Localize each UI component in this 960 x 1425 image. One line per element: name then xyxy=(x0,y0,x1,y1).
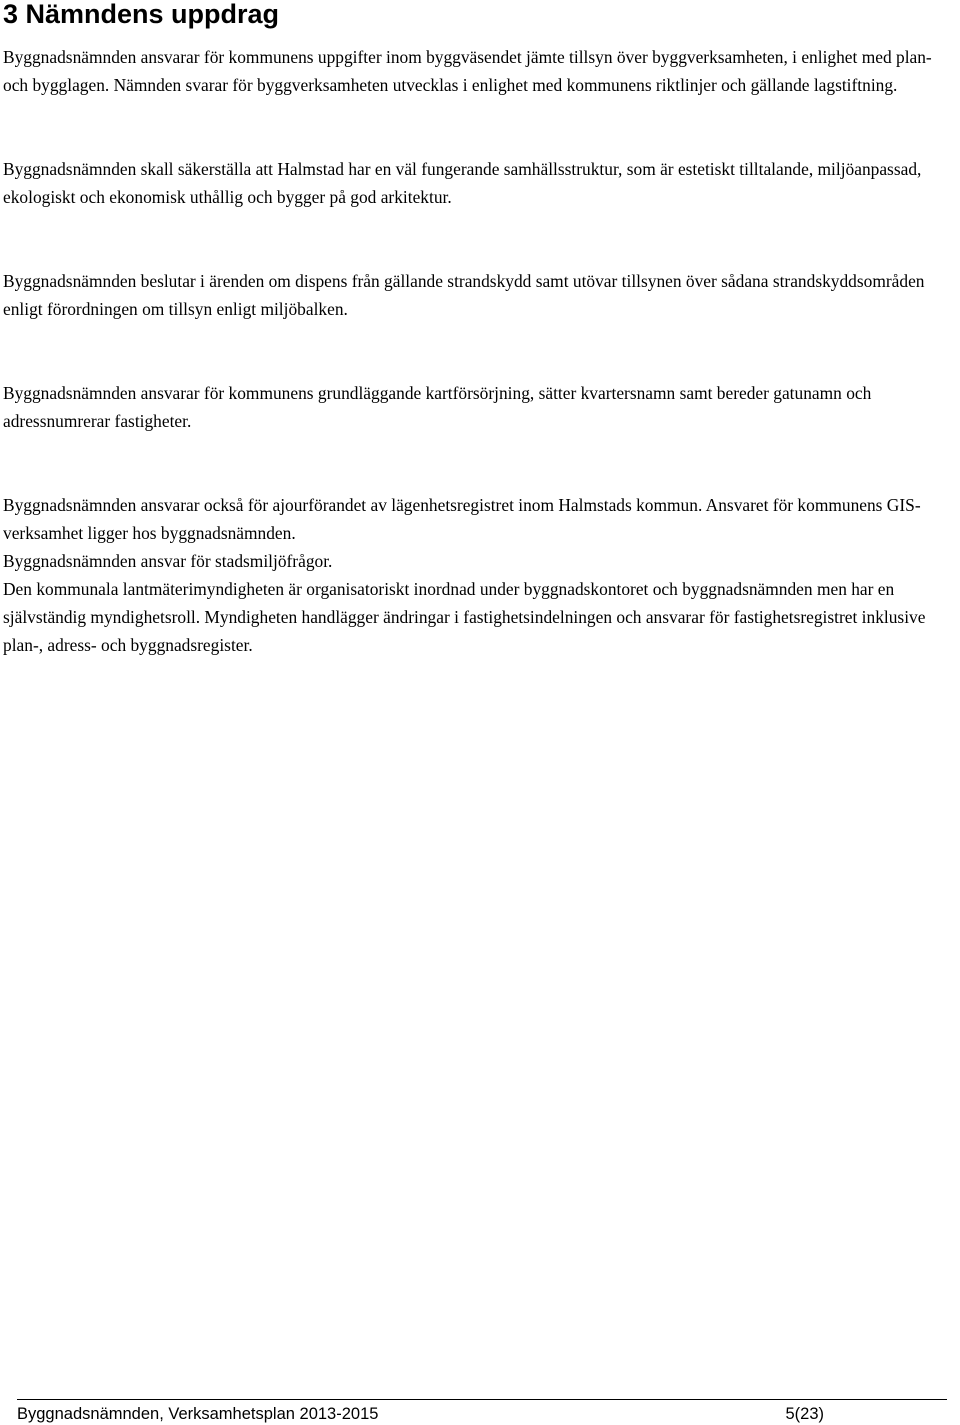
paragraph-shore-protection: Byggnadsnämnden beslutar i ärenden om dispens från gällande strandskydd samt utövar tillsynen över sådana strandskyddsområden enligt förordningen om tillsyn enligt miljöbalken. xyxy=(3,271,925,319)
page-heading: 3 Nämndens uppdrag xyxy=(3,0,280,29)
paragraph-housing-register: Byggnadsnämnden ansvarar också för ajourförandet av lägenhetsregistret inom Halmstads kommun. Ansvaret för kommunens GIS-verksamhet ligger hos byggnadsnämnden. xyxy=(3,495,921,543)
paragraph-mandate: Byggnadsnämnden ansvarar för kommunens uppgifter inom byggväsendet jämte tillsyn över byggverksamheten, i enlighet med plan- och bygglagen. Nämnden svarar för byggverksamheten utvecklas i enlighet med kommunens riktlinjer och gällande lagstiftning. xyxy=(3,47,932,95)
paragraph-surveying-authority: Den kommunala lantmäterimyndigheten är organisatoriskt inordnad under byggnadskontoret och byggnadsnämnden men har en självständig myndighetsroll. Myndigheten handlägger ändringar i fastighetsindelningen och ansvarar för fastighetsregistret inklusive plan-, adress- och byggnadsregister. xyxy=(3,579,926,655)
footer-divider xyxy=(17,1399,947,1400)
paragraph-mapping: Byggnadsnämnden ansvarar för kommunens grundläggande kartförsörjning, sätter kvartersnamn samt bereder gatunamn och adressnumrerar fastigheter. xyxy=(3,383,872,431)
paragraph-urban-structure: Byggnadsnämnden skall säkerställa att Halmstad har en väl fungerande samhällsstruktur, som är estetiskt tilltalande, miljöanpassad, ekologiskt och ekonomisk uthållig och bygger på god arkitektur. xyxy=(3,159,922,207)
body-text xyxy=(3,43,958,659)
footer-page-number: 5(23) xyxy=(785,1405,824,1423)
footer-document-title: Byggnadsnämnden, Verksamhetsplan 2013-2015 xyxy=(17,1405,379,1423)
paragraph-urban-environment: Byggnadsnämnden ansvar för stadsmiljöfrågor. xyxy=(3,551,333,571)
